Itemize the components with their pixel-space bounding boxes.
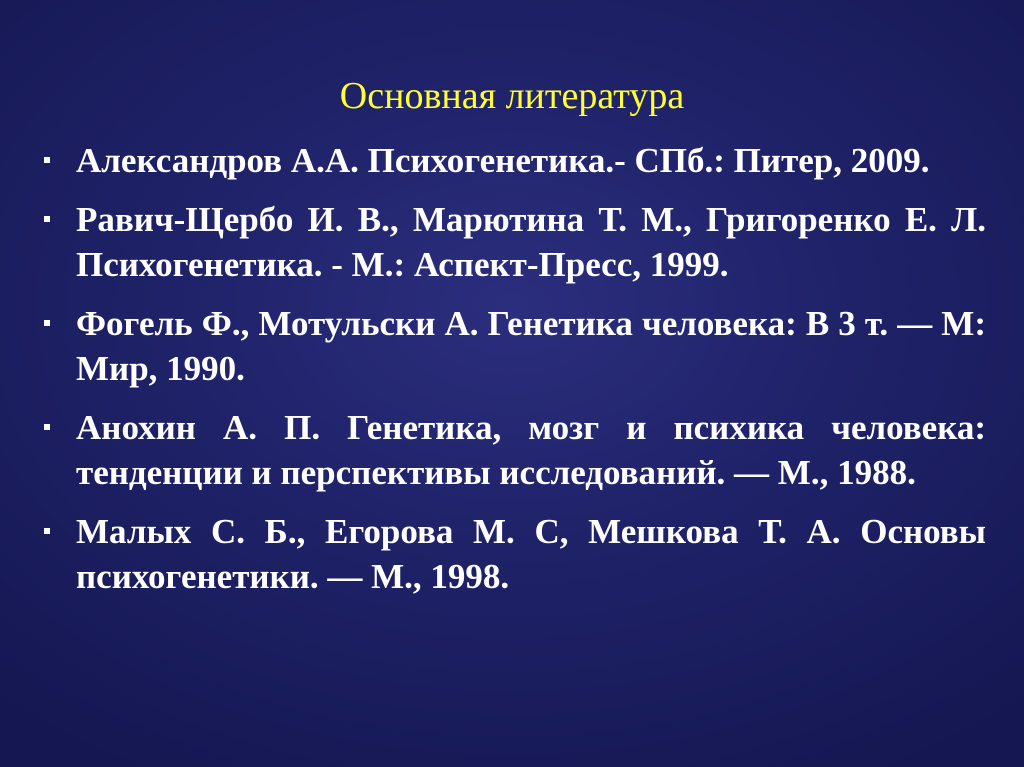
bullet-icon bbox=[44, 216, 50, 222]
list-item bbox=[40, 301, 986, 391]
list-item-text: Анохин А. П. Генетика, мозг и психика человека: тенденции и перспективы исследований. — М., 1988. bbox=[76, 408, 986, 492]
list-item-text: Равич-Щербо И. В., Марютина Т. М., Григоренко Е. Л. Психогенетика. - М.: Аспект-Пресс, 1999. bbox=[76, 200, 986, 284]
bullet-icon bbox=[44, 528, 50, 534]
literature-list bbox=[40, 138, 986, 613]
list-item bbox=[40, 405, 986, 495]
list-item-text: Фогель Ф., Мотульски А. Генетика человека: В 3 т. — М: Мир, 1990. bbox=[76, 304, 986, 388]
list-item bbox=[40, 509, 986, 599]
bullet-icon bbox=[44, 424, 50, 430]
list-item bbox=[40, 138, 986, 183]
list-item-text: Александров А.А. Психогенетика.- СПб.: Питер, 2009. bbox=[76, 141, 930, 180]
list-item bbox=[40, 197, 986, 287]
bullet-icon bbox=[44, 320, 50, 326]
bullet-icon bbox=[44, 157, 50, 163]
list-item-text: Малых С. Б., Егорова М. С, Мешкова Т. А. Основы психогенетики. — М., 1998. bbox=[76, 512, 986, 596]
slide-title: Основная литература bbox=[339, 75, 685, 117]
